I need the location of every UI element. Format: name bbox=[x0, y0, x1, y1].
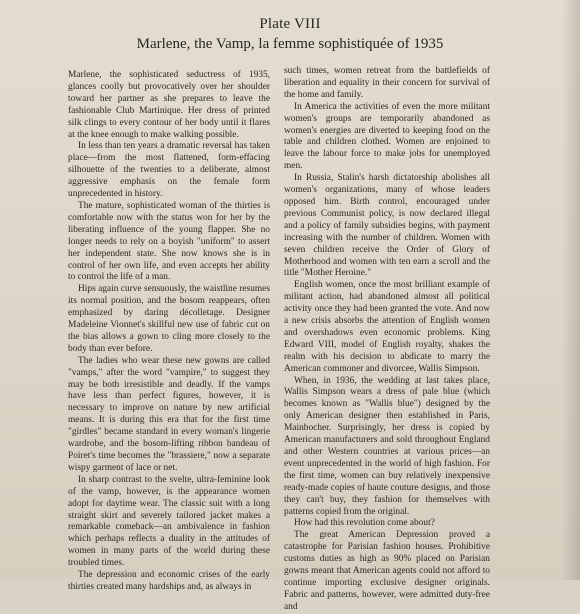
page-gutter-shadow bbox=[562, 0, 580, 580]
paragraph: When, in 1936, the wedding at last takes place, Wallis Simpson wears a dress of pale blue (which becomes known as "Wallis blue") designed by the only American designer then established in Paris, Mainbocher. Surprisingly, her dress is copied by American manufacturers and sold throughout England and other Western countries at various prices—an event unprecedented in the world of high fashion. For the first time, women can buy relatively inexpensive ready-made copies of haute couture designs, and those they can't buy, they fashion for themselves with patterns copied from the original. bbox=[284, 375, 490, 517]
paragraph: In less than ten years a dramatic reversal has taken place—from the most flattened, form-effacing silhouette of the twenties to a deliberate, almost aggressive emphasis on the female form unprecedented in history. bbox=[68, 141, 270, 200]
paragraph: In sharp contrast to the svelte, ultra-feminine look of the vamp, however, is the appearance women adopt for daytime wear. The classic suit with a long straight skirt and severely tailored jacket makes a remarkable comeback—an ambivalence in fashion which perhaps reflects a duality in the attitudes of women in many parts of the world during these troubled times. bbox=[68, 474, 270, 569]
paragraph: Marlene, the sophisticated seductress of 1935, glances coolly but provocatively over her shoulder toward her partner as she prepares to leave the fashionable Club Martinique. Her dress of printed silk clings to every contour of her body until it flares at the knee enough to make walking possible. bbox=[68, 70, 270, 140]
paragraph: The ladies who wear these new gowns are called "vamps," after the word "vampire," to suggest they may be both irresistible and deadly. If the vamps have less than perfect figures, however, it is necessary to improve on nature by new artificial means. It is during this era that for the first time "girdles" became standard in every woman's lingerie wardrobe, and the bosom-lifting ribbon bandeau of Poiret's time becomes the "brassiere," now a separate wispy garment of lace or net. bbox=[68, 355, 270, 473]
paragraph: Hips again curve sensuously, the waistline resumes its normal position, and the bosom reappears, often emphasized by daring décolletage. Designer Madeleine Vionnet's skillful new use of fabric cut on the bias allows a gown to cling more closely to the body than ever before. bbox=[68, 284, 270, 354]
paragraph: How had this revolution come about? bbox=[294, 518, 435, 529]
page-title: Marlene, the Vamp, la femme sophistiquée of 1935 bbox=[136, 36, 444, 52]
paragraph: The great American Depression proved a catastrophe for Parisian fashion houses. Prohibitive customs duties as high as 90% placed on Parisian gowns meant that American agents could not afford to continue importing exclusive designer originals. Fabric and patterns, however, were admitted duty-free and bbox=[284, 530, 490, 612]
right-text-column bbox=[284, 66, 490, 614]
left-text-column bbox=[68, 66, 270, 594]
paragraph: The depression and economic crises of the early thirties created many hardships and, as always in bbox=[68, 570, 270, 592]
paragraph: In America the activities of even the more militant women's groups are temporarily abandoned as women's energies are diverted to keeping food on the table and children clothed. Women are enjoined to leave the labour force to make jobs for unemployed men. bbox=[284, 101, 490, 172]
paragraph: English women, once the most brilliant example of militant action, had abandoned almost all political activity once they had been granted the vote. And now a new crisis absorbs the attention of English women and overshadows even economic problems. King Edward VIII, model of English royalty, shakes the realm with his decision to abdicate to marry the American commoner and divorcee, Wallis Simpson. bbox=[284, 280, 490, 374]
plate-number: Plate VIII bbox=[259, 16, 321, 32]
paragraph: The mature, sophisticated woman of the thirties is comfortable now with the status won for her by the liberating influence of the young flapper. She no longer needs to rely on a boyish "uniform" to assert her independent state. She now knows she is in control of her own life, and even accepts her ability to control the life of a man. bbox=[68, 200, 270, 283]
paragraph: such times, women retreat from the battlefields of liberation and equality in their concern for survival of the home and family. bbox=[284, 66, 490, 100]
paragraph: In Russia, Stalin's harsh dictatorship abolishes all women's organizations, many of whose leaders opposed him. Birth control, encouraged under previous Communist policy, is now declared illegal and a policy of family subsidies begins, with payment increasing with the number of children. Women with seven children receive the Order of Glory of Motherhood and women with ten earn a scroll and the title "Mother Heroine." bbox=[284, 173, 490, 279]
